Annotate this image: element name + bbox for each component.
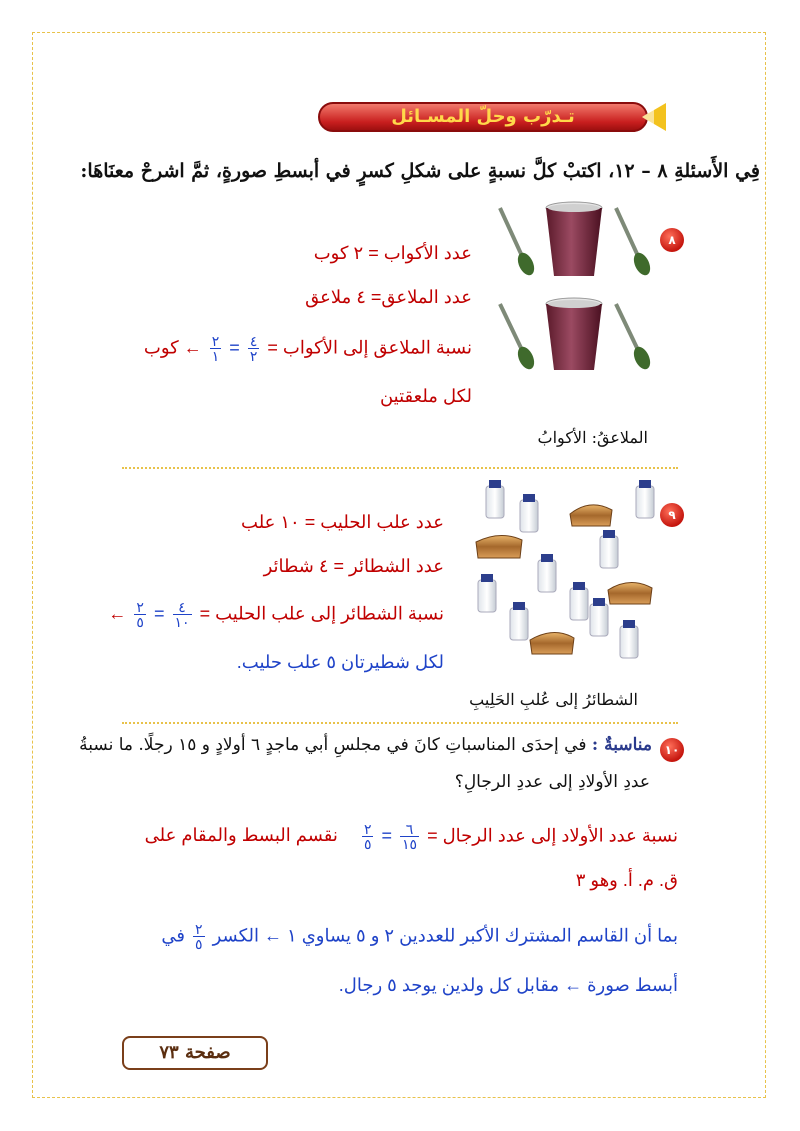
q10-fraction-1 [400, 822, 419, 851]
sandwich-icon [608, 582, 652, 604]
q10-f2-num: ٢ [363, 821, 372, 837]
q8-f1-num: ٤ [249, 333, 258, 349]
q9-f2-num: ٢ [136, 599, 144, 615]
divider [122, 467, 678, 469]
q8-f2-num: ٢ [211, 333, 220, 349]
milk-bottle-icon [520, 494, 538, 532]
q10-explanation-fraction [193, 922, 205, 951]
q10-explanation-line2: أبسط صورة ← مقابل كل ولدين يوجد ٥ رجال. [338, 975, 678, 995]
milk-bottle-icon [636, 480, 654, 518]
q8-meaning: لكل ملعقتين [379, 386, 472, 406]
q9-equals: = [153, 603, 165, 624]
q9-f2-den: ٥ [136, 614, 144, 630]
q10-explanation-line1 [161, 922, 678, 951]
sandwich-icon [530, 632, 574, 654]
cup-icon [546, 298, 602, 370]
q10-gcf-note: ق. م. أ. وهو ٣ [575, 870, 678, 890]
q8-f2-den: ١ [211, 348, 220, 364]
spoon-icon [500, 208, 537, 278]
q10-exp-num: ٢ [195, 921, 203, 937]
q10-question-line2: عددِ الأولادِ إلى عددِ الرجالِ؟ [454, 772, 650, 792]
sandwich-icon [570, 505, 612, 526]
spoon-icon [616, 304, 653, 372]
question-number-10: ١٠ [660, 738, 684, 762]
q9-f1-num: ٤ [173, 600, 192, 615]
spoon-icon [616, 208, 653, 278]
q8-spoons-count: عدد الملاعق= ٤ ملاعق [305, 287, 472, 307]
q8-ratio-line [144, 334, 472, 363]
q8-ratio-suffix: ← كوب [143, 337, 202, 358]
q8-fraction-2 [210, 334, 222, 363]
page-number: صفحة ٧٣ [122, 1036, 268, 1070]
q10-answer-label: نسبة عدد الأولاد إلى عدد الرجال = [427, 825, 678, 846]
q10-exp-den: ٥ [195, 936, 203, 952]
banner-title: تـدرّب وحلّ المسـائل [391, 106, 575, 127]
divider [122, 722, 678, 724]
q10-label: مناسبةٌ : [591, 735, 652, 755]
cup-icon [546, 202, 602, 276]
q8-f1-den: ٢ [249, 348, 258, 364]
milk-bottle-icon [600, 530, 618, 568]
question-number-9: ٩ [660, 503, 684, 527]
q9-fraction-1 [173, 600, 192, 629]
sandwich-icon [476, 535, 522, 558]
q8-ratio-label: نسبة الملاعق إلى الأكواب = [267, 337, 472, 358]
milk-bottle-icon [486, 480, 504, 518]
q9-sandwich-count: عدد الشطائر = ٤ شطائر [263, 556, 444, 576]
question-number-8: ٨ [660, 228, 684, 252]
q9-meaning: لكل شطيرتان ٥ علب حليب. [236, 652, 444, 672]
milk-bottle-icon [510, 602, 528, 640]
q8-equals: = [229, 337, 240, 358]
q9-f1-den: ١٠ [174, 614, 190, 630]
q10-explanation-text: بما أن القاسم المشترك الأكبر للعددين ٢ و ٥ يساوي ١ ← الكسر [212, 925, 678, 946]
q10-explanation-in: في [161, 925, 186, 946]
q10-answer-line [145, 822, 678, 851]
q10-answer-suffix: نقسم البسط والمقام على [144, 825, 338, 846]
q10-f1-den: ١٥ [402, 836, 418, 852]
milk-bottle-icon [620, 620, 638, 658]
q8-caption: الملاعقُ: الأكوابُ [537, 428, 648, 447]
milk-bottle-icon [570, 582, 588, 620]
q10-f2-den: ٥ [363, 836, 372, 852]
milk-sandwich-illustration [470, 480, 660, 670]
q9-caption: الشطائرُ إلى عُلبِ الحَلِيبِ [469, 690, 638, 709]
q9-ratio-label: نسبة الشطائر إلى علب الحليب = [199, 603, 444, 624]
q9-milk-count: عدد علب الحليب = ١٠ علب [241, 512, 444, 532]
instructions: فِي الأَسئلةِ ٨ – ١٢، اكتبْ كلَّ نسبةٍ على شكلِ كسرٍ في أبسطِ صورةٍ، ثمَّ اشرحْ معنَاهَا: [80, 160, 760, 182]
q10-question-text: في إحدَى المناسباتِ كانَ في مجلسِ أبي ماجدٍ ٦ أولادٍ و ١٥ رجلًا. ما نسبةُ [79, 735, 587, 755]
q10-f1-num: ٦ [400, 822, 419, 837]
milk-bottle-icon [538, 554, 556, 592]
banner-arrow-highlight [642, 109, 654, 125]
q10-equals: = [381, 825, 392, 846]
q10-fraction-2 [362, 822, 374, 851]
section-banner [318, 102, 660, 136]
q9-ratio-line [108, 600, 444, 629]
milk-bottle-icon [478, 574, 496, 612]
milk-bottle-icon [590, 598, 608, 636]
q8-cups-count: عدد الأكواب = ٢ كوب [313, 243, 472, 263]
q10-question-line1 [32, 735, 652, 755]
q9-arrow-icon: ← [108, 603, 127, 624]
spoon-icon [500, 304, 537, 372]
q9-fraction-2 [134, 600, 146, 629]
q8-fraction-1 [248, 334, 260, 363]
spoons-cups-illustration [488, 200, 658, 400]
